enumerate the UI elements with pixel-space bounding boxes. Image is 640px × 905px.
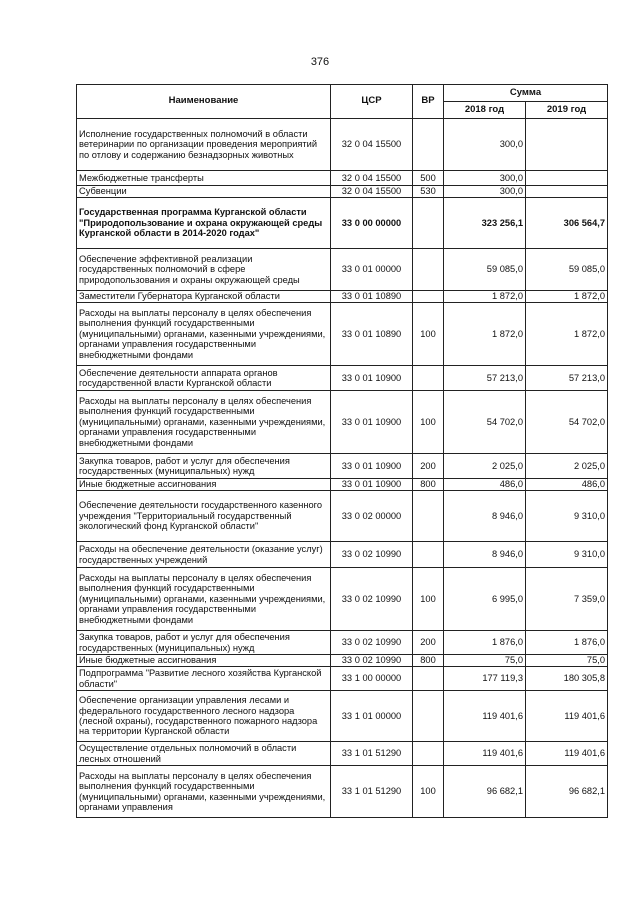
- table-row: [77, 119, 608, 171]
- row-amount-2019: 9 310,0: [526, 491, 608, 542]
- table-row: [77, 249, 608, 291]
- row-amount-2018: 75,0: [444, 655, 526, 667]
- row-name: Расходы на выплаты персоналу в целях обеспечения выполнения функций государственными (муниципальными) органами, казенными учреждениями, органами управления: [77, 766, 331, 818]
- row-name: Заместители Губернатора Курганской области: [77, 291, 331, 303]
- row-csr: 32 0 04 15500: [331, 171, 413, 186]
- header-name: Наименование: [77, 85, 331, 119]
- table-row: [77, 303, 608, 366]
- header-csr: ЦСР: [331, 85, 413, 119]
- row-vr: 100: [413, 568, 444, 631]
- row-name: Закупка товаров, работ и услуг для обеспечения государственных (муниципальных) нужд: [77, 631, 331, 655]
- row-amount-2018: 54 702,0: [444, 391, 526, 454]
- row-amount-2018: 486,0: [444, 479, 526, 491]
- row-name: Подпрограмма "Развитие лесного хозяйства Курганской области": [77, 667, 331, 691]
- table-row: [77, 667, 608, 691]
- row-amount-2018: 8 946,0: [444, 491, 526, 542]
- row-amount-2019: 1 872,0: [526, 303, 608, 366]
- table-row: [77, 655, 608, 667]
- row-amount-2019: 306 564,7: [526, 198, 608, 249]
- page-number: 376: [310, 56, 330, 68]
- table-row: [77, 631, 608, 655]
- row-name: Исполнение государственных полномочий в области ветеринарии по организации проведения мероприятий по отлову и содержанию безнадзорных животных: [77, 119, 331, 171]
- row-csr: 33 0 02 10990: [331, 542, 413, 568]
- row-name: Обеспечение эффективной реализации государственных полномочий в сфере природопользования и охраны окружающей среды: [77, 249, 331, 291]
- table-row: [77, 479, 608, 491]
- row-amount-2019: 1 876,0: [526, 631, 608, 655]
- row-amount-2019: 180 305,8: [526, 667, 608, 691]
- row-name: Иные бюджетные ассигнования: [77, 479, 331, 491]
- row-csr: 32 0 04 15500: [331, 186, 413, 198]
- row-vr: 530: [413, 186, 444, 198]
- row-amount-2019: 2 025,0: [526, 454, 608, 479]
- row-amount-2019: 486,0: [526, 479, 608, 491]
- row-amount-2018: 323 256,1: [444, 198, 526, 249]
- row-amount-2018: 1 876,0: [444, 631, 526, 655]
- row-csr: 33 0 02 00000: [331, 491, 413, 542]
- table-row: [77, 171, 608, 186]
- row-amount-2019: 7 359,0: [526, 568, 608, 631]
- row-amount-2018: 2 025,0: [444, 454, 526, 479]
- table-row: [77, 454, 608, 479]
- header-sum: Сумма: [444, 85, 608, 102]
- row-csr: 33 0 01 10900: [331, 454, 413, 479]
- row-name: Иные бюджетные ассигнования: [77, 655, 331, 667]
- table-row: [77, 742, 608, 766]
- row-amount-2018: 8 946,0: [444, 542, 526, 568]
- header-2018: 2018 год: [444, 102, 526, 119]
- row-csr: 32 0 04 15500: [331, 119, 413, 171]
- row-vr: 100: [413, 391, 444, 454]
- row-csr: 33 0 01 00000: [331, 249, 413, 291]
- row-amount-2018: 59 085,0: [444, 249, 526, 291]
- row-amount-2018: 119 401,6: [444, 742, 526, 766]
- row-vr: [413, 198, 444, 249]
- header-vr: ВР: [413, 85, 444, 119]
- row-amount-2019: 57 213,0: [526, 366, 608, 391]
- row-amount-2018: 300,0: [444, 171, 526, 186]
- row-amount-2018: 57 213,0: [444, 366, 526, 391]
- row-vr: [413, 667, 444, 691]
- row-name: Государственная программа Курганской области "Природопользование и охрана окружающей среды Курганской области в 2014-2020 годах": [77, 198, 331, 249]
- row-amount-2018: 300,0: [444, 119, 526, 171]
- row-amount-2019: [526, 119, 608, 171]
- table-row: [77, 542, 608, 568]
- row-amount-2019: [526, 171, 608, 186]
- row-csr: 33 0 01 10900: [331, 479, 413, 491]
- row-csr: 33 0 01 10890: [331, 291, 413, 303]
- row-amount-2019: 54 702,0: [526, 391, 608, 454]
- row-amount-2018: 1 872,0: [444, 291, 526, 303]
- table-row: [77, 186, 608, 198]
- row-csr: 33 0 01 10900: [331, 366, 413, 391]
- row-name: Расходы на выплаты персоналу в целях обеспечения выполнения функций государственными (муниципальными) органами, казенными учреждениями, органами управления государственными внебюджетными фондами: [77, 303, 331, 366]
- row-name: Межбюджетные трансферты: [77, 171, 331, 186]
- table-row: [77, 366, 608, 391]
- row-csr: 33 0 02 10990: [331, 568, 413, 631]
- row-vr: 200: [413, 631, 444, 655]
- row-csr: 33 0 01 10900: [331, 391, 413, 454]
- row-amount-2019: [526, 186, 608, 198]
- row-amount-2018: 1 872,0: [444, 303, 526, 366]
- table-row: [77, 391, 608, 454]
- row-csr: 33 0 00 00000: [331, 198, 413, 249]
- row-vr: 100: [413, 303, 444, 366]
- row-csr: 33 0 02 10990: [331, 631, 413, 655]
- table-row: [77, 766, 608, 818]
- row-amount-2019: 59 085,0: [526, 249, 608, 291]
- row-vr: [413, 742, 444, 766]
- row-vr: 800: [413, 479, 444, 491]
- row-amount-2019: 119 401,6: [526, 742, 608, 766]
- row-vr: [413, 249, 444, 291]
- row-amount-2018: 96 682,1: [444, 766, 526, 818]
- budget-table: [76, 84, 608, 818]
- row-csr: 33 0 01 10890: [331, 303, 413, 366]
- row-vr: [413, 366, 444, 391]
- row-vr: [413, 291, 444, 303]
- row-csr: 33 1 00 00000: [331, 667, 413, 691]
- row-name: Обеспечение организации управления лесами и федерального государственного лесного надзора (лесной охраны), государственного пожарного надзора на территории Курганской области: [77, 691, 331, 742]
- row-vr: [413, 691, 444, 742]
- row-name: Расходы на выплаты персоналу в целях обеспечения выполнения функций государственными (муниципальными) органами, казенными учреждениями, органами управления государственными внебюджетными фондами: [77, 568, 331, 631]
- table-row: [77, 198, 608, 249]
- row-amount-2018: 119 401,6: [444, 691, 526, 742]
- table-row: [77, 691, 608, 742]
- row-vr: 100: [413, 766, 444, 818]
- row-name: Закупка товаров, работ и услуг для обеспечения государственных (муниципальных) нужд: [77, 454, 331, 479]
- row-amount-2019: 9 310,0: [526, 542, 608, 568]
- row-name: Расходы на выплаты персоналу в целях обеспечения выполнения функций государственными (муниципальными) органами, казенными учреждениями, органами управления государственными внебюджетными фондами: [77, 391, 331, 454]
- row-amount-2019: 75,0: [526, 655, 608, 667]
- row-amount-2018: 6 995,0: [444, 568, 526, 631]
- row-name: Обеспечение деятельности государственного казенного учреждения "Территориальный государственный экологический фонд Курганской области": [77, 491, 331, 542]
- row-name: Субвенции: [77, 186, 331, 198]
- row-csr: 33 1 01 00000: [331, 691, 413, 742]
- row-csr: 33 0 02 10990: [331, 655, 413, 667]
- table-body: [77, 119, 608, 818]
- table-row: [77, 568, 608, 631]
- table-row: [77, 491, 608, 542]
- row-vr: [413, 542, 444, 568]
- table-row: [77, 291, 608, 303]
- row-amount-2018: 177 119,3: [444, 667, 526, 691]
- row-vr: 800: [413, 655, 444, 667]
- row-vr: [413, 491, 444, 542]
- row-amount-2019: 1 872,0: [526, 291, 608, 303]
- row-name: Осуществление отдельных полномочий в области лесных отношений: [77, 742, 331, 766]
- row-amount-2019: 96 682,1: [526, 766, 608, 818]
- row-csr: 33 1 01 51290: [331, 766, 413, 818]
- row-name: Обеспечение деятельности аппарата органов государственной власти Курганской области: [77, 366, 331, 391]
- row-vr: 200: [413, 454, 444, 479]
- row-vr: 500: [413, 171, 444, 186]
- header-2019: 2019 год: [526, 102, 608, 119]
- row-amount-2018: 300,0: [444, 186, 526, 198]
- row-amount-2019: 119 401,6: [526, 691, 608, 742]
- row-vr: [413, 119, 444, 171]
- row-name: Расходы на обеспечение деятельности (оказание услуг) государственных учреждений: [77, 542, 331, 568]
- row-csr: 33 1 01 51290: [331, 742, 413, 766]
